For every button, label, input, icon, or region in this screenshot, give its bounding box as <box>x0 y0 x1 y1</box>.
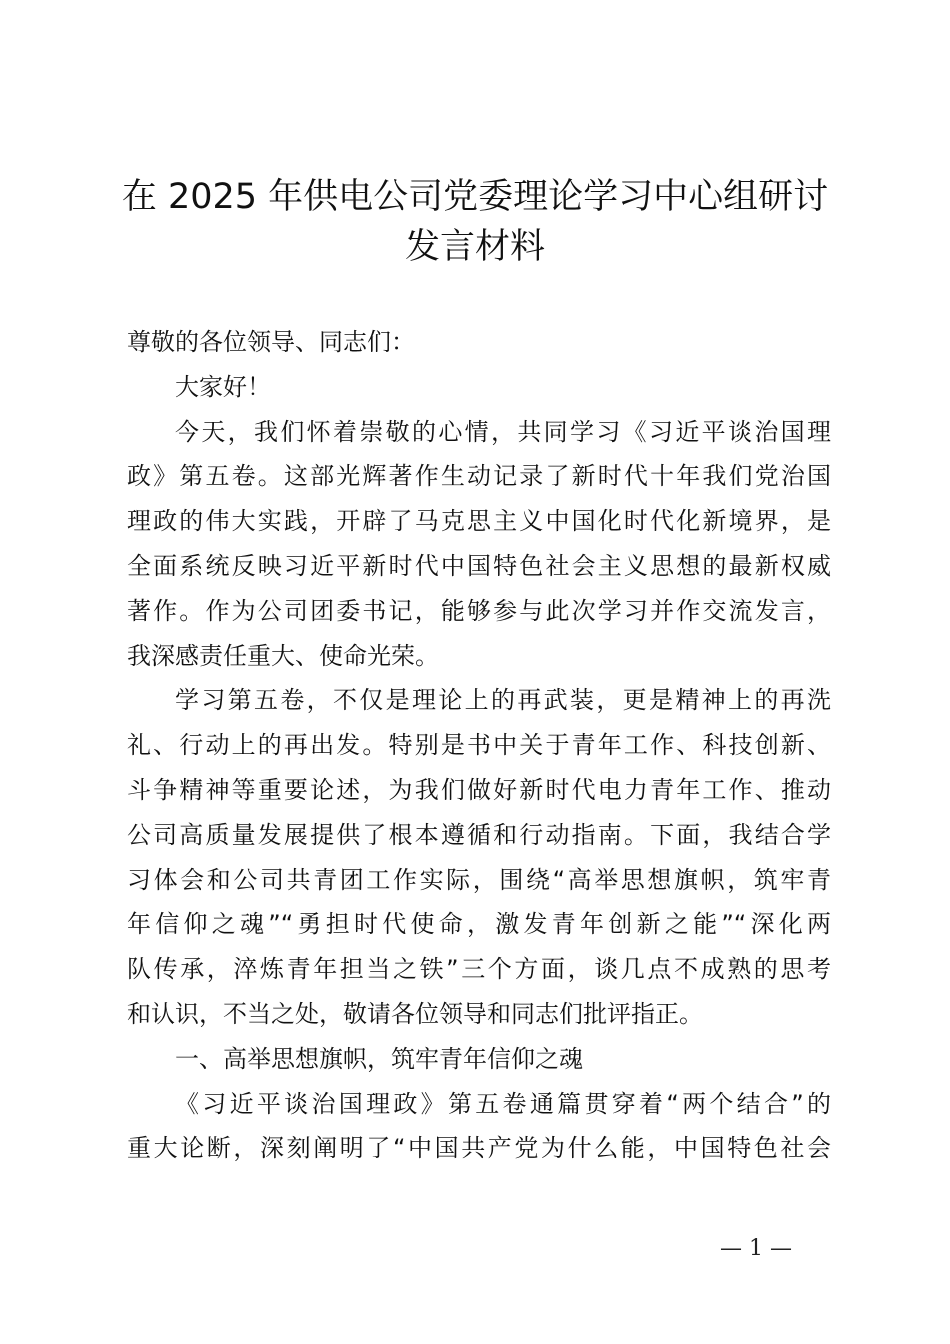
text-line: 尊敬的各位领导、同志们： <box>127 328 415 356</box>
text-line: 礼、行动上的再出发。特别是书中关于青年工作、科技创新、 <box>127 731 831 760</box>
text-line: 和认识，不当之处，敬请各位领导和同志们批评指正。 <box>127 999 703 1028</box>
text-line: 斗争精神等重要论述，为我们做好新时代电力青年工作、推动 <box>127 775 831 804</box>
document-body <box>127 320 831 1171</box>
text-line: 大家好！ <box>175 372 271 401</box>
text-line: 公司高质量发展提供了根本遵循和行动指南。下面，我结合学 <box>127 820 831 849</box>
text-line: 重大论断，深刻阐明了“中国共产党为什么能，中国特色社会 <box>127 1134 831 1163</box>
text-line: 《习近平谈治国理政》第五卷通篇贯穿着“两个结合”的 <box>175 1089 831 1118</box>
text-line: 队传承，淬炼青年担当之铁”三个方面，谈几点不成熟的思考 <box>127 955 831 984</box>
section-heading: 一、高举思想旗帜，筑牢青年信仰之魂 <box>175 1044 583 1073</box>
text-line: 习体会和公司共青团工作实际，围绕“高举思想旗帜，筑牢青 <box>127 865 831 894</box>
text-line: 著作。作为公司团委书记，能够参与此次学习并作交流发言， <box>127 596 831 625</box>
text-line: 我深感责任重大、使命光荣。 <box>127 641 439 670</box>
text-line: 政》第五卷。这部光辉著作生动记录了新时代十年我们党治国 <box>127 462 831 491</box>
text-line: 理政的伟大实践，开辟了马克思主义中国化时代化新境界，是 <box>127 507 831 536</box>
page-number: — 1 — <box>720 1236 792 1261</box>
text-line: 年信仰之魂”“勇担时代使命，激发青年创新之能”“深化两 <box>127 910 831 939</box>
text-line: 学习第五卷，不仅是理论上的再武装，更是精神上的再洗 <box>175 686 831 715</box>
document-title-line-2: 发言材料 <box>404 227 545 267</box>
text-line: 全面系统反映习近平新时代中国特色社会主义思想的最新权威 <box>127 551 831 580</box>
document-title-line-1: 在 2025 年供电公司党委理论学习中心组研讨 <box>121 177 829 217</box>
text-line: 今天，我们怀着崇敬的心情，共同学习《习近平谈治国理 <box>175 417 831 446</box>
